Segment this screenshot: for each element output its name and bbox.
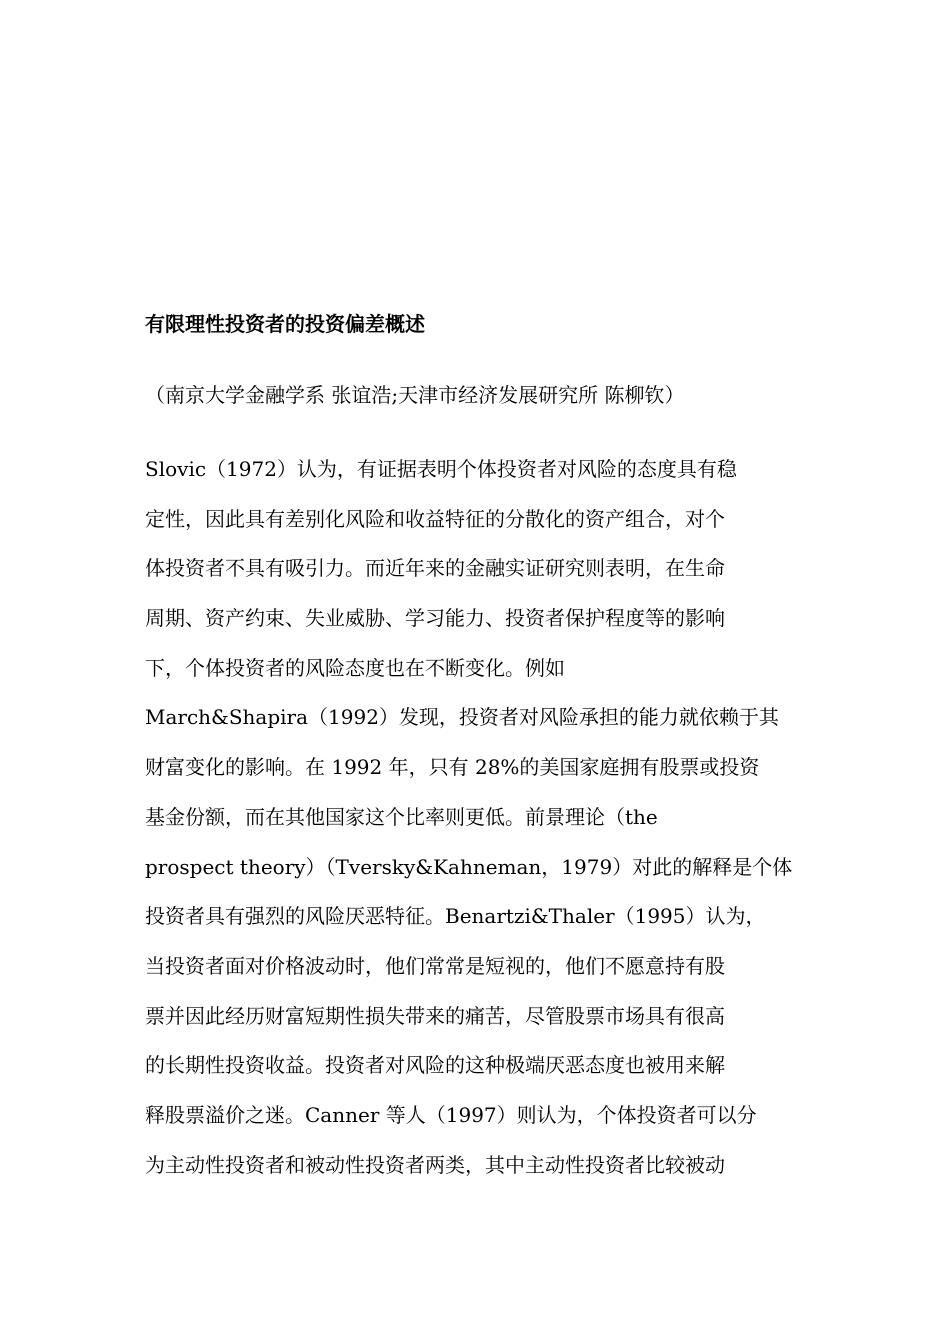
body-line: 当投资者面对价格波动时，他们常常是短视的，他们不愿意持有股: [145, 953, 725, 978]
body-line: 周期、资产约束、失业威胁、学习能力、投资者保护程度等的影响: [145, 606, 725, 631]
body-line: 的长期性投资收益。投资者对风险的这种极端厌恶态度也被用来解: [145, 1053, 725, 1078]
body-line: 为主动性投资者和被动性投资者两类，其中主动性投资者比较被动: [145, 1152, 725, 1177]
body-line: March&Shapira（1992）发现，投资者对风险承担的能力就依赖于其: [145, 705, 779, 730]
body-paragraph: [145, 452, 815, 1197]
body-line: 下，个体投资者的风险态度也在不断变化。例如: [145, 655, 565, 680]
body-line: 释股票溢价之迷。Canner 等人（1997）则认为，个体投资者可以分: [145, 1102, 757, 1127]
body-line: prospect theory）（Tversky&Kahneman，1979）对此的解释是个体: [145, 854, 793, 879]
author-affiliation: （南京大学金融学系 张谊浩;天津市经济发展研究所 陈柳钦）: [145, 383, 685, 407]
document-title: 有限理性投资者的投资偏差概述: [145, 312, 425, 336]
body-line: Slovic（1972）认为，有证据表明个体投资者对风险的态度具有稳: [145, 457, 737, 481]
body-line: 体投资者不具有吸引力。而近年来的金融实证研究则表明，在生命: [145, 556, 725, 581]
body-line: 财富变化的影响。在 1992 年，只有 28%的美国家庭拥有股票或投资: [145, 755, 760, 780]
body-line: 投资者具有强烈的风险厌恶特征。Benartzi&Thaler（1995）认为，: [145, 904, 766, 929]
body-line: 定性，因此具有差别化风险和收益特征的分散化的资产组合，对个: [145, 506, 725, 531]
body-line: 基金份额，而在其他国家这个比率则更低。前景理论（the: [145, 804, 658, 829]
body-line: 票并因此经历财富短期性损失带来的痛苦，尽管股票市场具有很高: [145, 1003, 725, 1028]
